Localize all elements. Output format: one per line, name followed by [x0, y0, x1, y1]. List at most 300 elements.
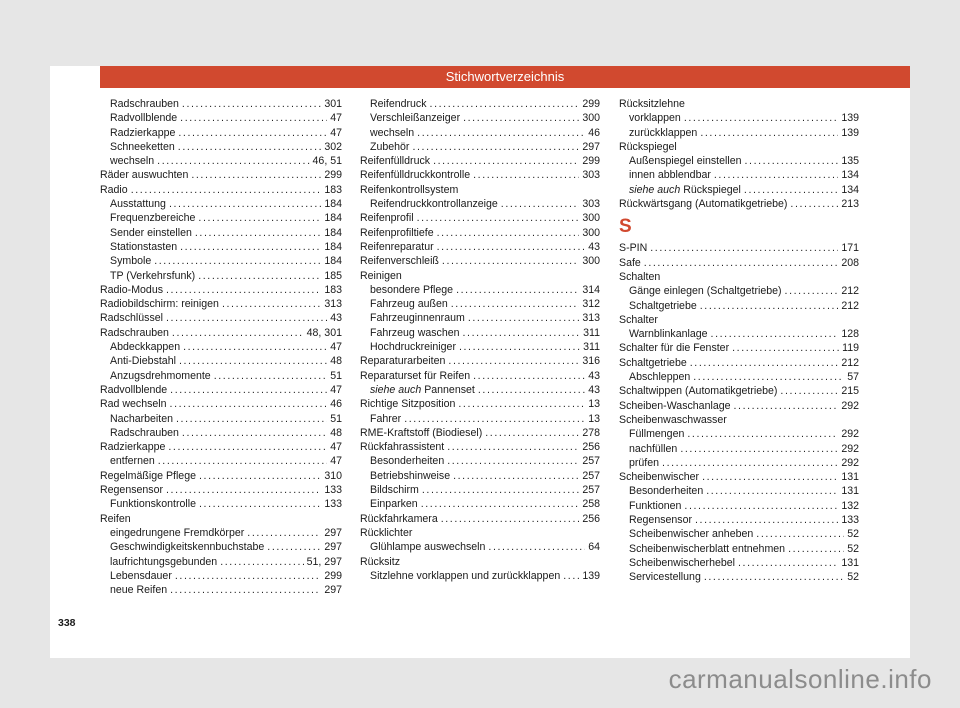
index-subentry: [100, 555, 342, 569]
dot-leader: [734, 399, 839, 413]
index-entry: [619, 470, 859, 484]
dot-leader: [473, 369, 585, 383]
dot-leader: [744, 183, 838, 197]
entry-page-ref: 292: [841, 442, 859, 455]
entry-page-ref: 299: [324, 569, 342, 582]
entry-term: Geschwindigkeitskennbuchstabe: [110, 541, 265, 554]
dot-leader: [485, 426, 579, 440]
entry-page-ref: 131: [841, 556, 859, 569]
dot-leader: [169, 197, 321, 211]
index-entry: [360, 369, 600, 383]
entry-term: eingedrungene Fremdkörper: [110, 526, 245, 539]
index-subentry: [619, 570, 859, 584]
dot-leader: [700, 299, 839, 313]
dot-leader: [458, 397, 585, 411]
index-entry: [100, 183, 342, 197]
entry-term: Füllmengen: [629, 428, 685, 441]
index-subentry: [619, 327, 859, 341]
entry-page-ref: 131: [841, 471, 859, 484]
entry-page-ref: 297: [582, 140, 600, 153]
index-subentry: [619, 513, 859, 527]
entry-page-ref: 171: [841, 242, 859, 255]
index-entry: [619, 270, 859, 284]
index-subentry: [360, 454, 600, 468]
dot-leader: [684, 111, 838, 125]
entry-term: Schalten: [619, 270, 661, 283]
index-subentry: [100, 240, 342, 254]
index-subentry: [360, 483, 600, 497]
entry-term: Rückspiegel: [619, 140, 677, 153]
index-entry: [360, 512, 600, 526]
dot-leader: [154, 254, 321, 268]
index-subentry: [360, 340, 600, 354]
entry-page-ref: 47: [330, 112, 342, 125]
entry-page-ref: 183: [324, 283, 342, 296]
index-subentry: [100, 583, 342, 597]
index-entry: [619, 241, 859, 255]
entry-page-ref: 51: [330, 412, 342, 425]
entry-term: Reifenreparatur: [360, 240, 434, 253]
entry-page-ref: 313: [324, 298, 342, 311]
entry-term: Radschrauben: [100, 326, 169, 339]
index-column-2: [360, 97, 600, 583]
entry-term: Verschleißanzeiger: [370, 112, 461, 125]
dot-leader: [198, 211, 321, 225]
index-entry: [100, 512, 342, 526]
entry-term: Rückfahrkamera: [360, 512, 438, 525]
entry-term: S-PIN: [619, 242, 648, 255]
entry-page-ref: 133: [324, 484, 342, 497]
dot-leader: [690, 356, 839, 370]
entry-term: Scheibenwischerhebel: [629, 556, 736, 569]
entry-term: Servicestellung: [629, 571, 701, 584]
dot-leader: [178, 126, 327, 140]
entry-term: Reifenfülldruckkontrolle: [360, 169, 471, 182]
index-entry: [100, 440, 342, 454]
entry-term: Reifenprofiltiefe: [360, 226, 434, 239]
index-subentry: [100, 426, 342, 440]
index-entry: [100, 383, 342, 397]
entry-page-ref: 184: [324, 226, 342, 239]
entry-page-ref: 256: [582, 441, 600, 454]
entry-term: Scheibenwischerblatt entnehmen: [629, 542, 786, 555]
entry-term: Scheibenwaschwasser: [619, 413, 727, 426]
entry-term: Fahrzeug außen: [370, 298, 448, 311]
dot-leader: [704, 570, 844, 584]
entry-page-ref: 43: [588, 369, 600, 382]
index-subentry: [100, 211, 342, 225]
entry-term: Scheiben-Waschanlage: [619, 399, 731, 412]
entry-page-ref: 299: [324, 169, 342, 182]
dot-leader: [222, 297, 321, 311]
page-title: Stichwortverzeichnis: [100, 66, 910, 88]
entry-term: Außenspiegel einstellen: [629, 155, 742, 168]
dot-leader: [195, 226, 321, 240]
entry-page-ref: 185: [324, 269, 342, 282]
index-subentry: [360, 383, 600, 397]
entry-page-ref: 299: [582, 98, 600, 110]
entry-term: Rückwärtsgang (Automatikgetriebe): [619, 198, 788, 211]
index-entry: [360, 426, 600, 440]
entry-page-ref: 312: [582, 298, 600, 311]
entry-page-ref: 57: [847, 371, 859, 384]
index-entry: [619, 197, 859, 211]
entry-term: Safe: [619, 256, 641, 269]
index-subentry: [619, 542, 859, 556]
entry-page-ref: 257: [582, 455, 600, 468]
entry-term: Abdeckkappen: [110, 341, 181, 354]
entry-term: Radvollblende: [100, 383, 168, 396]
index-entry: [619, 341, 859, 355]
dot-leader: [175, 569, 321, 583]
entry-page-ref: 47: [330, 341, 342, 354]
index-subentry: [619, 427, 859, 441]
entry-term: Schalter: [619, 313, 658, 326]
entry-term: Scheibenwischer anheben: [629, 528, 754, 541]
dot-leader: [650, 241, 838, 255]
entry-term: TP (Verkehrsfunk): [110, 269, 196, 282]
entry-page-ref: 43: [588, 240, 600, 253]
dot-leader: [756, 527, 844, 541]
entry-page-ref: 213: [841, 198, 859, 211]
entry-term: Radio-Modus: [100, 283, 164, 296]
entry-page-ref: 139: [841, 112, 859, 125]
dot-leader: [662, 456, 838, 470]
entry-term: Symbole: [110, 255, 152, 268]
index-subentry: [360, 97, 600, 111]
entry-page-ref: 300: [582, 212, 600, 225]
index-subentry: [619, 527, 859, 541]
entry-page-ref: 300: [582, 255, 600, 268]
entry-page-ref: 135: [841, 155, 859, 168]
see-also-label: siehe auch: [370, 383, 422, 396]
watermark: carmanualsonline.info: [668, 664, 932, 694]
dot-leader: [448, 354, 579, 368]
index-subentry: [619, 442, 859, 456]
dot-leader: [463, 326, 581, 340]
index-entry: [619, 313, 859, 327]
entry-term: Schaltwippen (Automatikgetriebe): [619, 385, 778, 398]
index-entry: [100, 483, 342, 497]
page-number: 338: [58, 617, 76, 629]
dot-leader: [453, 469, 579, 483]
entry-term: Reifendruckkontrollanzeige: [370, 198, 498, 211]
entry-term: Reinigen: [360, 269, 402, 282]
index-entry: [360, 226, 600, 240]
dot-leader: [468, 311, 580, 325]
entry-page-ref: 257: [582, 484, 600, 497]
entry-page-ref: 13: [588, 398, 600, 411]
index-entry: [619, 413, 859, 427]
index-subentry: [360, 111, 600, 125]
index-subentry: [619, 370, 859, 384]
entry-page-ref: 43: [588, 383, 600, 396]
dot-leader: [684, 499, 838, 513]
dot-leader: [214, 369, 328, 383]
entry-page-ref: 51: [330, 369, 342, 382]
dot-leader: [488, 540, 585, 554]
entry-page-ref: 47: [330, 383, 342, 396]
entry-term: neue Reifen: [110, 584, 168, 597]
index-column-3: [619, 97, 859, 585]
entry-page-ref: 133: [841, 514, 859, 527]
entry-term: Reifenkontrollsystem: [360, 183, 459, 196]
entry-page-ref: 46: [588, 126, 600, 139]
dot-leader: [172, 326, 304, 340]
dot-leader: [738, 556, 838, 570]
entry-page-ref: 134: [841, 169, 859, 182]
entry-term: Stationstasten: [110, 240, 178, 253]
index-subentry: [100, 412, 342, 426]
index-entry: [619, 384, 859, 398]
index-entry: [100, 469, 342, 483]
entry-page-ref: 139: [582, 569, 600, 582]
dot-leader: [459, 340, 580, 354]
dot-leader: [170, 583, 321, 597]
index-entry: [100, 326, 342, 340]
dot-leader: [183, 340, 327, 354]
entry-page-ref: 132: [841, 499, 859, 512]
index-entry: [360, 168, 600, 182]
entry-term: Radvollblende: [110, 112, 178, 125]
index-subentry: [619, 168, 859, 182]
entry-page-ref: 303: [582, 169, 600, 182]
dot-leader: [732, 341, 839, 355]
entry-term: Fahrzeug waschen: [370, 326, 460, 339]
dot-leader: [199, 469, 321, 483]
entry-page-ref: 311: [583, 326, 600, 339]
index-entry: [100, 168, 342, 182]
dot-leader: [404, 412, 585, 426]
index-subentry: [100, 340, 342, 354]
index-entry: [100, 311, 342, 325]
index-entry: [360, 440, 600, 454]
index-subentry: [100, 140, 342, 154]
entry-term: Bildschirm: [370, 484, 419, 497]
dot-leader: [421, 497, 580, 511]
index-entry: [360, 211, 600, 225]
dot-leader: [437, 226, 580, 240]
dot-leader: [456, 283, 579, 297]
index-subentry: [619, 299, 859, 313]
index-entry: [100, 297, 342, 311]
entry-page-ref: 257: [582, 469, 600, 482]
dot-leader: [702, 470, 838, 484]
entry-page-ref: 52: [847, 528, 859, 541]
entry-term: Betriebshinweise: [370, 469, 451, 482]
index-entry: [360, 397, 600, 411]
entry-term: Gänge einlegen (Schaltgetriebe): [629, 285, 782, 298]
index-entry: [100, 397, 342, 411]
entry-page-ref: 311: [583, 341, 600, 354]
entry-page-ref: 64: [588, 541, 600, 554]
entry-term: entfernen: [110, 455, 155, 468]
entry-term: Reparaturarbeiten: [360, 355, 446, 368]
dot-leader: [473, 168, 579, 182]
entry-term: laufrichtungsgebunden: [110, 555, 218, 568]
entry-page-ref: 300: [582, 226, 600, 239]
entry-page-ref: 133: [324, 498, 342, 511]
dot-leader: [417, 211, 580, 225]
index-subentry: [100, 254, 342, 268]
index-subentry: [619, 484, 859, 498]
entry-term: Zubehör: [370, 140, 410, 153]
entry-term: Fahrzeuginnenraum: [370, 312, 465, 325]
entry-term: Glühlampe auswechseln: [370, 541, 486, 554]
entry-term: Anzugsdrehmomente: [110, 369, 211, 382]
entry-page-ref: 297: [324, 584, 342, 597]
entry-term: innen abblendbar: [629, 169, 711, 182]
entry-term: Anti-Diebstahl: [110, 355, 176, 368]
entry-page-ref: 292: [841, 456, 859, 469]
dot-leader: [412, 140, 579, 154]
entry-term: Reparaturset für Reifen: [360, 369, 471, 382]
dot-leader: [178, 140, 322, 154]
dot-leader: [478, 383, 585, 397]
dot-leader: [447, 454, 579, 468]
entry-page-ref: 256: [582, 512, 600, 525]
index-subentry: [619, 183, 859, 197]
entry-page-ref: 46: [330, 398, 342, 411]
index-subentry: [619, 126, 859, 140]
index-entry: [619, 399, 859, 413]
entry-term: Sender einstellen: [110, 226, 192, 239]
entry-term: siehe auch Pannenset: [370, 383, 475, 396]
entry-term: siehe auch Rückspiegel: [629, 183, 741, 196]
dot-leader: [501, 197, 580, 211]
entry-page-ref: 299: [582, 155, 600, 168]
dot-leader: [179, 354, 327, 368]
index-subentry: [360, 311, 600, 325]
entry-term: Schalter für die Fenster: [619, 342, 730, 355]
dot-leader: [182, 426, 327, 440]
dot-leader: [790, 197, 838, 211]
entry-page-ref: 208: [841, 256, 859, 269]
dot-leader: [198, 269, 321, 283]
entry-term: Lebensdauer: [110, 569, 172, 582]
index-entry: [360, 555, 600, 569]
entry-page-ref: 314: [582, 283, 600, 296]
entry-page-ref: 183: [324, 183, 342, 196]
entry-term: Richtige Sitzposition: [360, 398, 456, 411]
entry-term: Radschrauben: [110, 426, 179, 439]
entry-term: Fahrer: [370, 412, 402, 425]
index-subentry: [100, 540, 342, 554]
entry-term: Hochdruckreiniger: [370, 341, 456, 354]
dot-leader: [157, 154, 309, 168]
dot-leader: [441, 512, 580, 526]
entry-page-ref: 313: [582, 312, 600, 325]
index-subentry: [100, 197, 342, 211]
section-letter: S: [619, 216, 632, 238]
entry-term: Nacharbeiten: [110, 412, 174, 425]
entry-page-ref: 310: [324, 469, 342, 482]
entry-term: Schaltgetriebe: [629, 299, 697, 312]
see-also-label: siehe auch: [629, 183, 681, 196]
index-subentry: [100, 126, 342, 140]
entry-term: wechseln: [370, 126, 415, 139]
entry-term: prüfen: [629, 456, 660, 469]
entry-page-ref: 303: [582, 198, 600, 211]
dot-leader: [780, 384, 838, 398]
entry-page-ref: 47: [330, 126, 342, 139]
dot-leader: [417, 126, 585, 140]
entry-page-ref: 258: [582, 498, 600, 511]
index-entry: [360, 183, 600, 197]
dot-leader: [191, 168, 321, 182]
dot-leader: [170, 397, 328, 411]
index-entry: [619, 356, 859, 370]
index-entry: [619, 97, 859, 111]
entry-page-ref: 316: [582, 355, 600, 368]
dot-leader: [693, 370, 844, 384]
entry-page-ref: 297: [324, 526, 342, 539]
index-subentry: [360, 297, 600, 311]
entry-page-ref: 119: [842, 342, 859, 355]
entry-term: Warnblinkanlage: [629, 328, 708, 341]
index-entry: [100, 283, 342, 297]
dot-leader: [442, 254, 579, 268]
entry-page-ref: 212: [841, 299, 859, 312]
index-subentry: [100, 569, 342, 583]
index-entry: [619, 140, 859, 154]
entry-page-ref: 212: [841, 356, 859, 369]
entry-term: Rücksitzlehne: [619, 98, 685, 110]
entry-page-ref: 52: [847, 571, 859, 584]
entry-term: Radzierkappe: [110, 126, 176, 139]
entry-page-ref: 52: [847, 542, 859, 555]
entry-page-ref: 215: [841, 385, 859, 398]
entry-page-ref: 48: [330, 426, 342, 439]
entry-term: RME-Kraftstoff (Biodiesel): [360, 426, 483, 439]
index-subentry: [100, 497, 342, 511]
entry-term: Besonderheiten: [629, 485, 704, 498]
index-subentry: [100, 354, 342, 368]
entry-term: Rückfahrassistent: [360, 441, 445, 454]
entry-term: Schneeketten: [110, 140, 175, 153]
entry-term: Radio: [100, 183, 128, 196]
entry-page-ref: 212: [841, 285, 859, 298]
dot-leader: [247, 526, 321, 540]
dot-leader: [644, 256, 839, 270]
entry-term: Radschlüssel: [100, 312, 164, 325]
entry-term: Abschleppen: [629, 371, 691, 384]
dot-leader: [785, 284, 839, 298]
entry-page-ref: 302: [324, 140, 342, 153]
index-subentry: [360, 140, 600, 154]
entry-term: Rücklichter: [360, 526, 413, 539]
entry-page-ref: 184: [324, 198, 342, 211]
entry-page-ref: 128: [841, 328, 859, 341]
entry-page-ref: 139: [841, 126, 859, 139]
index-subentry: [619, 284, 859, 298]
entry-page-ref: 184: [324, 212, 342, 225]
index-subentry: [100, 269, 342, 283]
entry-term: Radiobildschirm: reinigen: [100, 298, 219, 311]
dot-leader: [687, 427, 838, 441]
entry-term: nachfüllen: [629, 442, 678, 455]
dot-leader: [788, 542, 844, 556]
entry-term: Regelmäßige Pflege: [100, 469, 196, 482]
index-subentry: [619, 154, 859, 168]
entry-page-ref: 13: [588, 412, 600, 425]
index-subentry: [100, 154, 342, 168]
dot-leader: [430, 97, 580, 111]
index-entry: [619, 256, 859, 270]
entry-term: Reifendruck: [370, 98, 427, 110]
dot-leader: [199, 497, 321, 511]
entry-page-ref: 43: [330, 312, 342, 325]
